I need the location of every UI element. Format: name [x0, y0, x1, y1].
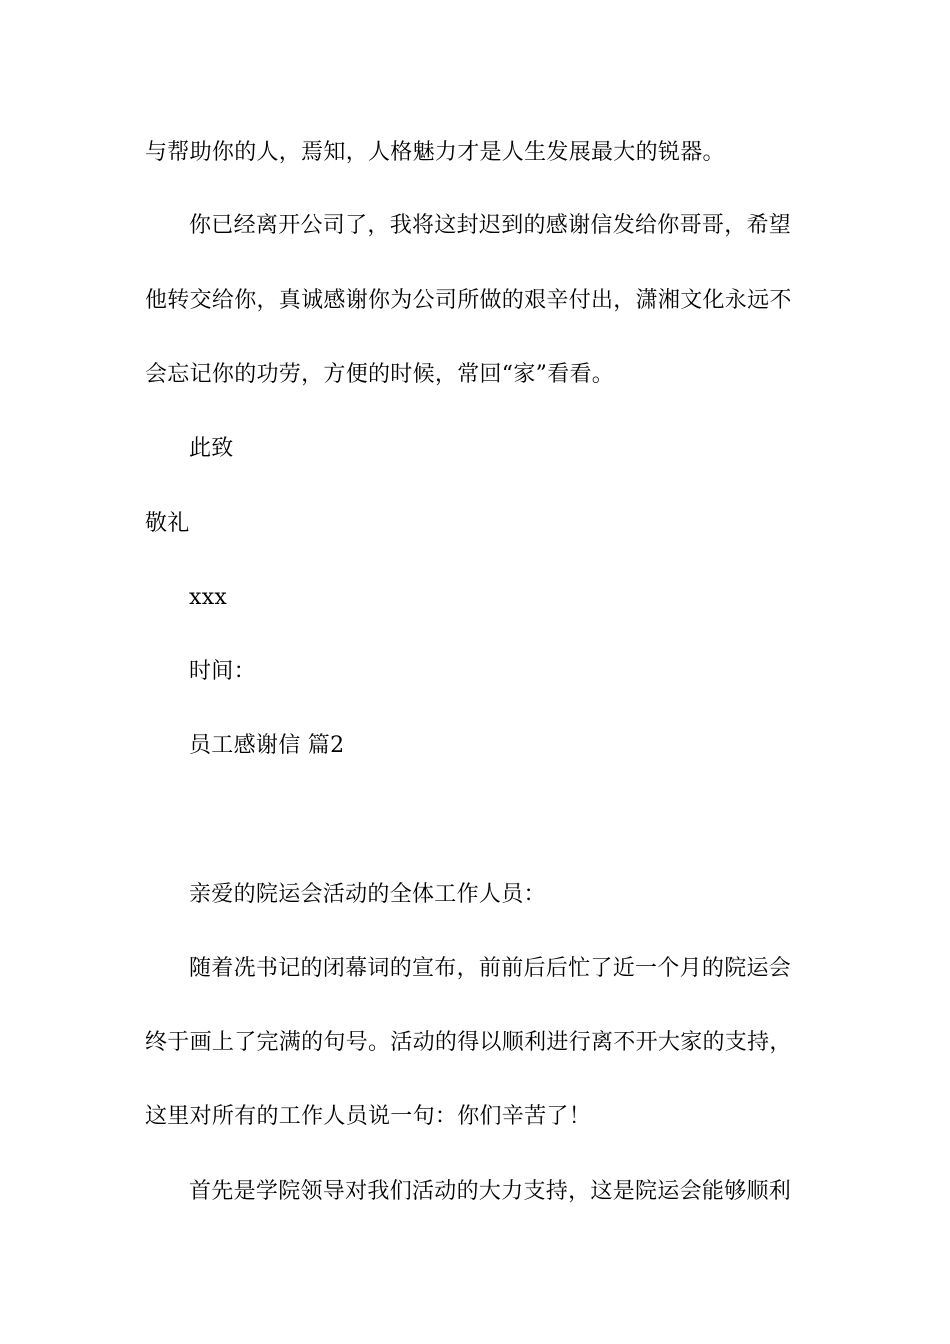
paragraph-line: 随着冼书记的闭幕词的宣布，前前后后忙了近一个月的院运会 — [189, 956, 792, 981]
paragraph-line: 这里对所有的工作人员说一句：你们辛苦了！ — [145, 1104, 592, 1129]
paragraph-line: 首先是学院领导对我们活动的大力支持，这是院运会能够顺利 — [189, 1179, 792, 1204]
paragraph-line: 他转交给你，真诚感谢你为公司所做的艰辛付出，潇湘文化永远不 — [145, 288, 792, 313]
closing-regards: 敬礼 — [145, 511, 190, 536]
paragraph-line: 会忘记你的功劳，方便的时候，常回“家”看看。 — [145, 362, 615, 387]
closing-salutation: 此致 — [189, 436, 234, 461]
paragraph-line: 终于画上了完满的句号。活动的得以顺利进行离不开大家的支持， — [145, 1030, 792, 1055]
paragraph-line: 与帮助你的人，焉知，人格魅力才是人生发展最大的锐器。 — [145, 140, 725, 165]
paragraph-line: 你已经离开公司了，我将这封迟到的感谢信发给你哥哥，希望 — [189, 213, 792, 238]
signature: xxx — [189, 585, 228, 610]
greeting-line: 亲爱的院运会活动的全体工作人员： — [189, 882, 546, 907]
section-heading: 员工感谢信 篇2 — [189, 733, 345, 758]
date-line: 时间： — [189, 659, 256, 684]
